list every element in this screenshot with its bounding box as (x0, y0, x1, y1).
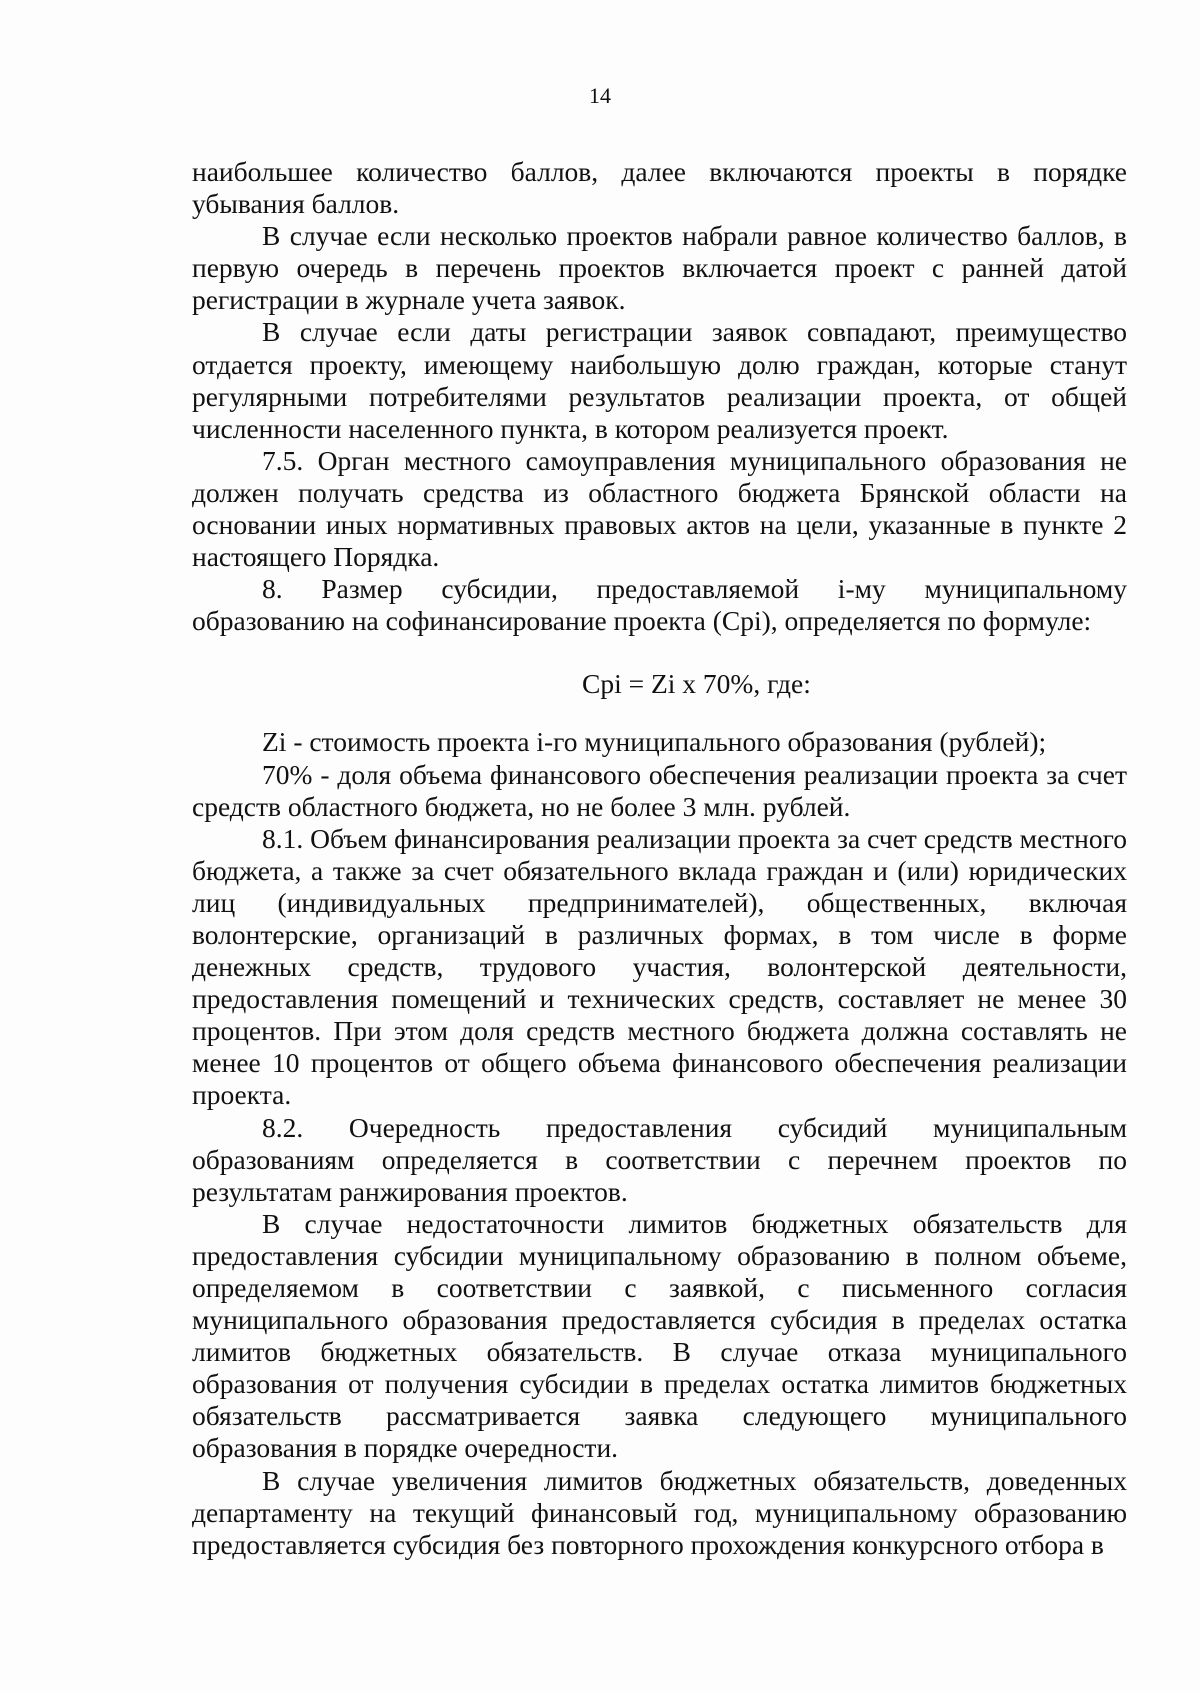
paragraph-8-2: 8.2. Очередность предоставления субсидий муниципальным образованиям определяется в соответствии с перечнем проектов по результатам ранжирования проектов. (192, 1111, 1127, 1207)
paragraph-8-1: 8.1. Объем финансирования реализации проекта за счет средств местного бюджета, а также за счет обязательного вклада граждан и (или) юридических лиц (индивидуальных предпринимателей), общественных, включая волонтерские, организаций в различных формах, в том числе в форме денежных средств, трудового участия, волонтерской деятельности, предоставления помещений и технических средств, составляет не менее 30 процентов. При этом доля средств местного бюджета должна составлять не менее 10 процентов от общего объема финансового обеспечения реализации проекта. (192, 822, 1127, 1111)
paragraph-insufficient-limits: В случае недостаточности лимитов бюджетных обязательств для предоставления субсидии муниципальному образованию в полном объеме, определяемом в соответствии с заявкой, с письменного согласия муниципального образования предоставляется субсидия в пределах остатка лимитов бюджетных обязательств. В случае отказа муниципального образования от получения субсидии в пределах остатка лимитов бюджетных обязательств рассматривается заявка следующего муниципального образования в порядке очередности. (192, 1207, 1127, 1464)
paragraph-increased-limits: В случае увеличения лимитов бюджетных обязательств, доведенных департаменту на текущий финансовый год, муниципальному образованию предоставляется субсидия без повторного прохождения конкурсного отбора в (192, 1464, 1127, 1560)
paragraph-70-percent-definition: 70% - доля объема финансового обеспечения реализации проекта за счет средств областного бюджета, но не более 3 млн. рублей. (192, 758, 1127, 822)
subsidy-formula: Cpi = Zi x 70%, где: (582, 668, 811, 700)
page-number: 14 (589, 83, 611, 108)
paragraph-equal-scores: В случае если несколько проектов набрали равное количество баллов, в первую очередь в перечень проектов включается проект с ранней датой регистрации в журнале учета заявок. (192, 220, 1127, 316)
paragraph-7-5: 7.5. Орган местного самоуправления муниципального образования не должен получать средства из областного бюджета Брянской области на основании иных нормативных правовых актов на цели, указанные в пункте 2 настоящего Порядка. (192, 444, 1127, 573)
paragraph-continuation: наибольшее количество баллов, далее включаются проекты в порядке убывания баллов. (192, 156, 1127, 220)
paragraph-equal-dates: В случае если даты регистрации заявок совпадают, преимущество отдается проекту, имеющему наибольшую долю граждан, которые станут регулярными потребителями результатов реализации проекта, от общей численности населенного пункта, в котором реализуется проект. (192, 316, 1127, 444)
paragraph-8: 8. Размер субсидии, предоставляемой i-му муниципальному образованию на софинансирование проекта (Cpi), определяется по формуле: (192, 573, 1127, 637)
paragraph-zi-definition: Zi - стоимость проекта i-го муниципального образования (рублей); (262, 726, 1047, 758)
document-body (192, 156, 1127, 1561)
